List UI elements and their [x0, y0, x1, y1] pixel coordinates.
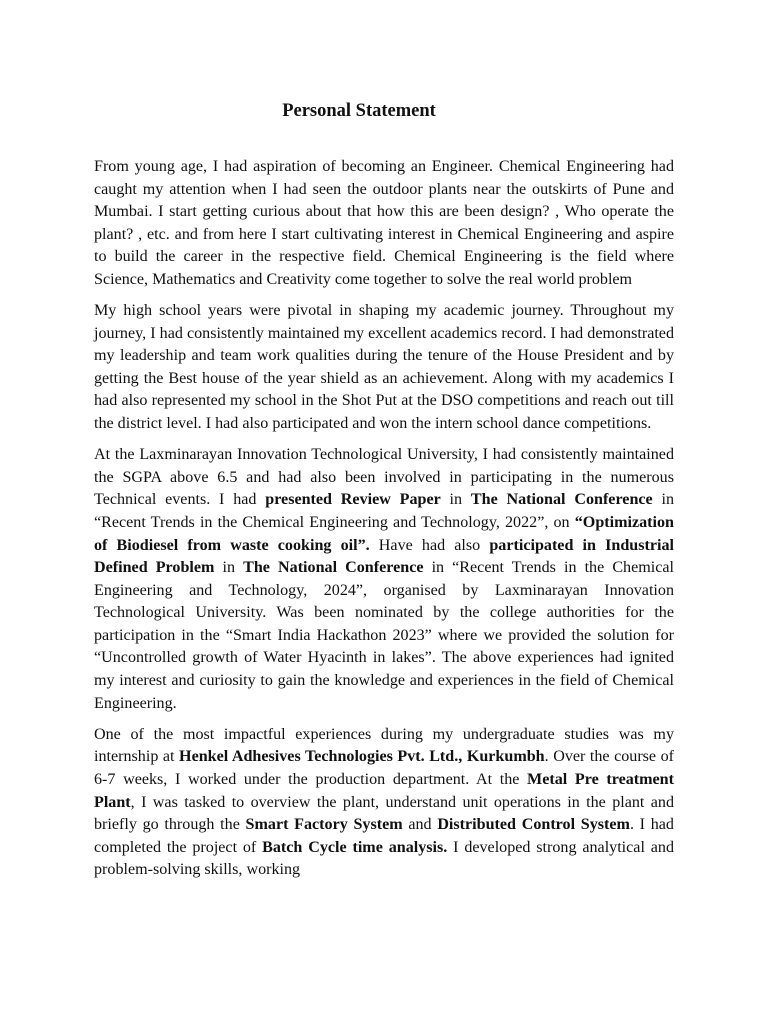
- paragraph-text: in: [440, 491, 471, 509]
- bold-text: participated in Industrial Defined Problem: [94, 536, 674, 577]
- bold-text: Metal Pre treatment Plant: [94, 770, 674, 811]
- paragraph-text: and: [402, 816, 438, 834]
- bold-text: Smart Factory System: [245, 816, 403, 834]
- paragraph-4: [94, 724, 674, 882]
- paragraph-2: [94, 300, 674, 436]
- bold-text: The National Conference: [243, 559, 424, 577]
- document-title: Personal Statement: [282, 101, 436, 121]
- paragraph-text: in: [214, 559, 244, 577]
- paragraph-text: in “Recent Trends in the Chemical Engineering and Technology, 2022”, on: [94, 491, 675, 531]
- bold-text: The National Conference: [470, 491, 653, 509]
- bold-text: presented Review Paper: [265, 491, 441, 509]
- bold-text: “Optimization of Biodiesel from waste cooking oil”.: [94, 513, 674, 554]
- paragraph-text: Have had also: [369, 536, 490, 554]
- paragraph-text: My high school years were pivotal in shaping my academic journey. Throughout my journey, I had consistently maintained my excellent academics record. I had demonstrated my leadership and team work qualities during the tenure of the House President and by getting the Best house of the year shield as an achievement. Along with my academics I had also represented my school in the Shot Put at the DSO competitions and reach out till the district level. I had also participated and won the intern school dance competitions.: [94, 302, 674, 433]
- paragraph-3: [94, 444, 674, 715]
- paragraph-text: At the Laxminarayan Innovation Technological University, I had consistently maintained the SGPA above 6.5 and had also been involved in participating in the numerous Technical events. I had: [94, 446, 674, 509]
- paragraph-text: , I was tasked to overview the plant, understand unit operations in the plant and briefly go through the: [94, 793, 674, 834]
- paragraph-1: [94, 156, 674, 292]
- bold-text: Batch Cycle time analysis.: [262, 838, 448, 856]
- paragraph-text: From young age, I had aspiration of becoming an Engineer. Chemical Engineering had caught my attention when I had seen the outdoor plants near the outskirts of Pune and Mumbai. I start getting curious about that how this are been design? , Who operate the plant? , etc. and from here I start cultivating interest in Chemical Engineering and aspire to build the career in the respective field. Chemical Engineering is the field where Science, Mathematics and Creativity come together to solve the real world problem: [94, 158, 674, 288]
- paragraph-text: I developed strong analytical and problem-solving skills, working: [94, 838, 674, 879]
- paragraph-text: . I had completed the project of: [94, 816, 674, 856]
- paragraph-text: One of the most impactful experiences during my undergraduate studies was my internship at: [94, 725, 674, 766]
- paragraph-text: in “Recent Trends in the Chemical Engineering and Technology, 2024”, organised by Laxminarayan Innovation Technological University. Was been nominated by the college authorities for the participation in the “Smart India Hackathon 2023” where we provided the solution for “Uncontrolled growth of Water Hyacinth in lakes”. The above experiences had ignited my interest and curiosity to gain the knowledge and experiences in the field of Chemical Engineering.: [94, 559, 674, 712]
- bold-text: Distributed Control System: [437, 816, 630, 834]
- paragraph-text: . Over the course of 6-7 weeks, I worked under the production department. At the: [94, 748, 675, 788]
- bold-text: Henkel Adhesives Technologies Pvt. Ltd., Kurkumbh: [179, 748, 545, 766]
- document-body: [94, 156, 674, 890]
